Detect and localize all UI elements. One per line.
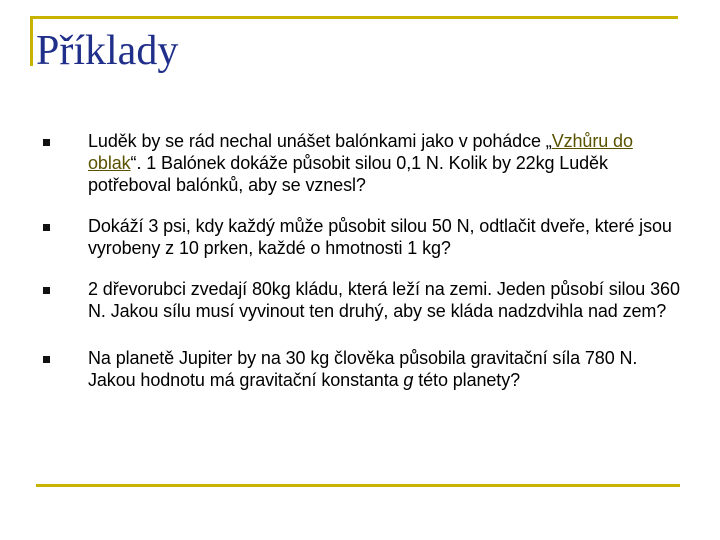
top-accent-rule [30, 16, 678, 19]
bullet-4-text-after: této planety? [413, 370, 521, 390]
bullet-1-text-before: Luděk by se rád nechal unášet balónkami jako v pohádce „ [88, 131, 552, 151]
square-bullet-icon [43, 287, 50, 294]
left-accent-rule [30, 16, 33, 66]
bullet-item-4 [36, 347, 686, 391]
square-bullet-icon [43, 224, 50, 231]
bullet-list [36, 130, 686, 410]
bullet-2-text: Dokáží 3 psi, kdy každý může působit silou 50 N, odtlačit dveře, které jsou vyrobeny z 10 prken, každé o hmotnosti 1 kg? [88, 216, 672, 258]
bullet-4-italic-g: g [403, 370, 414, 390]
bullet-1-text-after: “. 1 Balónek dokáže působit silou 0,1 N. Kolik by 22kg Luděk potřeboval balónků, aby se vznesl? [88, 153, 608, 195]
square-bullet-icon [43, 139, 50, 146]
bullet-3-text: 2 dřevorubci zvedají 80kg kládu, která leží na zemi. Jeden působí silou 360 N. Jakou sílu musí vyvinout ten druhý, aby se kláda nadzdvihla nad zem? [88, 279, 680, 321]
slide-title: Příklady [36, 28, 179, 74]
vzhuru-do-oblak-link[interactable]: Vzhůru do oblak [88, 131, 633, 173]
bullet-item-1 [36, 130, 686, 196]
bottom-accent-rule [36, 484, 680, 487]
bullet-item-3 [36, 278, 686, 322]
bullet-item-2 [36, 215, 686, 259]
bullet-4-text-before: Na planetě Jupiter by na 30 kg člověka působila gravitační síla 780 N. Jakou hodnotu má gravitační konstanta [88, 348, 638, 390]
square-bullet-icon [43, 356, 50, 363]
